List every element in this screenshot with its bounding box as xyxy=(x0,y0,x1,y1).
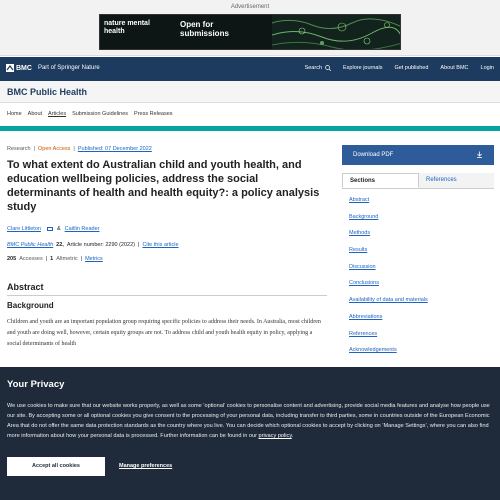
metrics-link[interactable]: Metrics xyxy=(85,256,103,262)
tab-sections[interactable]: Sections xyxy=(342,173,419,188)
advertisement-label: Advertisement xyxy=(230,4,270,10)
privacy-policy-link[interactable]: privacy policy xyxy=(258,433,292,439)
section-link-methods[interactable]: Methods xyxy=(349,230,371,237)
cookie-title: Your Privacy xyxy=(7,379,65,390)
section-link-abbreviations[interactable]: Abbreviations xyxy=(349,313,383,320)
section-list xyxy=(349,197,428,364)
section-link-references[interactable]: References xyxy=(349,330,378,337)
meta-separator: | xyxy=(73,146,75,152)
article-title: To what extent do Australian child and youth health, and education wellbeing policies, address the social determinants of health and health equity?: a policy analysis study xyxy=(7,159,320,213)
journal-nav xyxy=(0,104,500,126)
article-number: Article number: 2290 (2022) xyxy=(66,242,136,248)
ad-headline: Open for submissions xyxy=(180,20,229,38)
download-pdf-button[interactable] xyxy=(342,145,494,165)
published-date[interactable]: Published: 07 December 2022 xyxy=(77,146,152,152)
section-link-results[interactable]: Results xyxy=(349,247,368,254)
journal-tab-submission-guidelines[interactable]: Submission Guidelines xyxy=(72,111,129,117)
accesses-label: Accesses xyxy=(19,256,43,262)
bmc-logo[interactable] xyxy=(6,64,100,72)
logo-subtitle: Part of Springer Nature xyxy=(37,65,100,71)
top-nav-links xyxy=(305,65,494,71)
top-navigation xyxy=(0,57,500,81)
tab-references[interactable]: References xyxy=(419,173,494,188)
accept-all-cookies-button[interactable]: Accept all cookies xyxy=(7,457,105,476)
advertisement-banner[interactable] xyxy=(99,14,401,50)
email-icon[interactable] xyxy=(47,227,53,231)
meta-separator: | xyxy=(33,146,35,152)
abstract-heading: Abstract xyxy=(7,282,44,292)
author-separator: & xyxy=(56,226,61,232)
cookie-consent-banner xyxy=(0,367,500,500)
journal-tab-press-releases[interactable]: Press Releases xyxy=(134,111,173,117)
author-link[interactable]: Caitlin Reader xyxy=(64,226,100,232)
search-link-label: Search xyxy=(304,65,323,71)
download-pdf-label: Download PDF xyxy=(353,152,394,158)
metrics-separator: | xyxy=(80,256,83,262)
journal-tab-home[interactable]: Home xyxy=(7,111,22,117)
ad-brand: nature mental health xyxy=(104,20,150,35)
article-meta xyxy=(7,146,152,152)
journal-tab-articles[interactable]: Articles xyxy=(48,111,67,117)
background-text: Children and youth are an important population group requiring specific policies to address their needs. In Australia, most children and youth are doing well, however, certain equity groups are not. To address child and youth health equity in policy, applying a social determinants of health xyxy=(7,319,321,347)
advertisement-strip xyxy=(0,0,500,56)
citation-separator: | xyxy=(138,242,140,248)
logo-text: BMC xyxy=(16,64,32,72)
volume: 22, xyxy=(56,242,64,248)
section-link-availability[interactable]: Availability of data and materials xyxy=(349,297,428,304)
login-link[interactable]: Login xyxy=(480,65,494,71)
journal-accent-bar xyxy=(0,126,500,131)
cookie-text xyxy=(7,401,497,441)
journal-header xyxy=(0,81,500,103)
author-link[interactable]: Clare Littleton xyxy=(7,226,41,232)
sidebar-tabs xyxy=(342,173,494,189)
cite-this-article-link[interactable]: Cite this article xyxy=(142,242,179,248)
abstract-divider xyxy=(7,295,327,296)
section-link-conclusions[interactable]: Conclusions xyxy=(349,280,379,287)
open-access-badge: Open Access xyxy=(37,146,71,152)
explore-journals-link[interactable]: Explore journals xyxy=(343,65,383,71)
search-icon xyxy=(325,65,331,71)
bmc-logo-icon xyxy=(6,64,14,72)
section-link-acknowledgements[interactable]: Acknowledgements xyxy=(349,347,397,354)
journal-reference[interactable]: BMC Public Health xyxy=(7,242,54,248)
manage-preferences-button[interactable]: Manage preferences xyxy=(119,463,173,469)
cookie-text-end: . xyxy=(291,433,294,439)
section-link-discussion[interactable]: Discussion xyxy=(349,263,376,270)
journal-tab-about[interactable]: About xyxy=(27,111,43,117)
section-link-background[interactable]: Background xyxy=(349,213,379,220)
metrics-separator: | xyxy=(45,256,48,262)
background-heading: Background xyxy=(7,301,54,310)
ad-artwork xyxy=(272,15,401,50)
section-link-abstract[interactable]: Abstract xyxy=(349,197,370,203)
get-published-link[interactable]: Get published xyxy=(394,65,429,71)
altmetric-count: 1 xyxy=(50,256,54,262)
article-type: Research xyxy=(7,146,31,152)
about-bmc-link[interactable]: About BMC xyxy=(440,65,469,71)
author-list xyxy=(7,226,99,232)
search-link[interactable] xyxy=(305,65,331,71)
altmetric-label: Altmetric xyxy=(56,256,78,262)
cookie-body: We use cookies to make sure that our website works properly, as well as some ‘optional’ cookies to personalise content and advertising, provide social media features and analyse how people use our site. By accepting some or all optional cookies you give consent to the processing of your personal data, including transfer to third parties, some in countries outside of the European Economic Area that do not offer the same data protection standards as the country where you live. You can decide which optional cookies to accept by clicking on ‘Manage Settings’, where you can also find more information about how your personal data is processed. Further information can be found in our xyxy=(7,403,490,439)
download-icon xyxy=(476,151,483,158)
article-metrics xyxy=(7,256,103,262)
journal-title[interactable]: BMC Public Health xyxy=(7,87,88,97)
citation-line xyxy=(7,242,179,248)
accesses-count: 205 xyxy=(7,256,17,262)
